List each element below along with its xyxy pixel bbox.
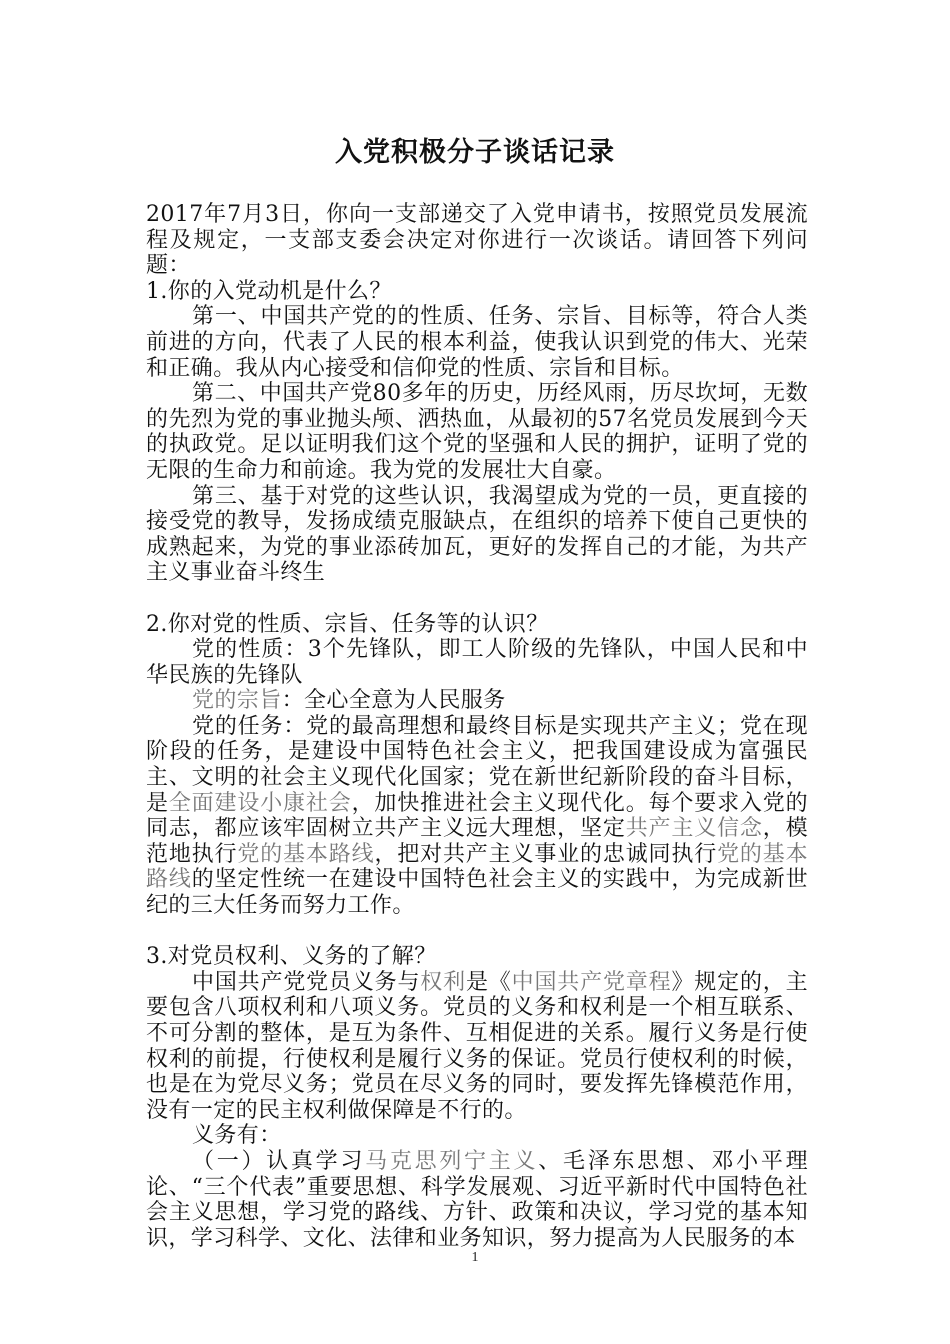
rights-text-c: 》规定的，主要包含八项权利和八项义务。党员的义务和权利是一个相互联系、不可分割的整体，是互为条件、互相促进的关系。履行义务是行使权利的前提，行使权利是履行义务的保证。党员行使权利的时候，也是在为党尽义务；党员在尽义务的同时，要发挥先锋模范作用，没有一定的民主权利做保障是不行的。 — [146, 969, 808, 1123]
party-purpose-paragraph — [146, 688, 808, 714]
document-title: 入党积极分子谈话记录 — [335, 137, 615, 168]
party-task-paragraph — [146, 714, 808, 919]
party-task-text-e: 的坚定性统一在建设中国特色社会主义的实践中，为完成新世纪的三大任务而努力工作。 — [146, 867, 808, 919]
page-number: 1 — [471, 1250, 479, 1265]
intro-paragraph: 2017年7月3日，你向一支部递交了入党申请书，按照党员发展流程及规定，一支部支委会决定对你进行一次谈话。请回答下列问题： — [146, 202, 808, 279]
duty-1-paragraph — [146, 1149, 808, 1251]
answer-1-paragraph-2: 第二、中国共产党80多年的历史，历经风雨，历尽坎坷，无数的先烈为党的事业抛头颅、洒热血，从最初的57名党员发展到今天的执政党。足以证明我们这个党的坚强和人民的拥护，证明了党的无限的生命力和前途。我为党的发展壮大自豪。 — [146, 381, 808, 483]
duty-1-text-a: （一）认真学习 — [192, 1148, 366, 1174]
answer-1-paragraph-1: 第一、中国共产党的的性质、任务、宗旨、目标等，符合人类前进的方向，代表了人民的根本利益，使我认识到党的伟大、光荣和正确。我从内心接受和信仰党的性质、宗旨和目标。 — [146, 304, 808, 381]
rights-duties-paragraph — [146, 970, 808, 1124]
question-1: 1.你的入党动机是什么？ — [146, 278, 392, 304]
rights-text-a: 中国共产党党员义务与 — [192, 969, 421, 995]
duty-1-text-b: 、毛泽东思想、邓小平理论、“三个代表”重要思想、科学发展观、习近平新时代中国特色社会主义思想，学习党的路线、方针、政策和决议，学习党的基本知识，学习科学、文化、法律和业务知识，努力提高为人民服务的本 — [146, 1148, 808, 1251]
question-2: 2.你对党的性质、宗旨、任务等的认识？ — [146, 611, 549, 637]
party-task-text-c: ，模范地执行 — [146, 816, 808, 867]
party-purpose-text: ：全心全意为人民服务 — [281, 688, 506, 714]
party-task-text-a: 党的任务：党的最高理想和最终目标是实现共产主义；党在现阶段的任务，是建设中国特色社会主义，把我国建设成为富强民主、文明的社会主义现代化国家；党在新世纪新阶段的奋斗目标，是 — [146, 713, 808, 816]
duties-label: 义务有： — [192, 1123, 282, 1149]
party-charter-link[interactable]: 中国共产党章程 — [511, 969, 672, 995]
communist-belief-link[interactable]: 共产主义信念 — [625, 816, 763, 842]
party-task-text-b: ，加快推进社会主义现代化。每个要求入党的同志，都应该牢固树立共产主义远大理想，坚定 — [146, 790, 808, 842]
party-task-text-d: ，把对共产主义事业的忠诚同执行 — [374, 841, 718, 867]
paragraph-spacer — [146, 586, 808, 612]
party-purpose-link[interactable]: 党的宗旨 — [192, 688, 282, 714]
xiaokang-link[interactable]: 全面建设小康社会 — [168, 790, 352, 816]
paragraph-spacer — [146, 919, 808, 945]
marxism-link[interactable]: 马克思列宁主义 — [365, 1148, 539, 1174]
basic-line-link-2[interactable]: 党的基本路线 — [146, 841, 808, 893]
document-body — [146, 202, 808, 1251]
basic-line-link-1[interactable]: 党的基本路线 — [237, 841, 375, 867]
party-nature-paragraph: 党的性质：3个先锋队，即工人阶级的先锋队，中国人民和中华民族的先锋队 — [146, 637, 808, 688]
rights-text-b: 是《 — [465, 969, 512, 995]
rights-link[interactable]: 权利 — [420, 969, 466, 995]
answer-1-paragraph-3: 第三、基于对党的这些认识，我渴望成为党的一员，更直接的接受党的教导，发扬成绩克服缺点，在组织的培养下使自己更快的成熟起来，为党的事业添砖加瓦，更好的发挥自己的才能，为共产主义事业奋斗终生 — [146, 483, 808, 586]
question-3: 3.对党员权利、义务的了解？ — [146, 944, 437, 970]
